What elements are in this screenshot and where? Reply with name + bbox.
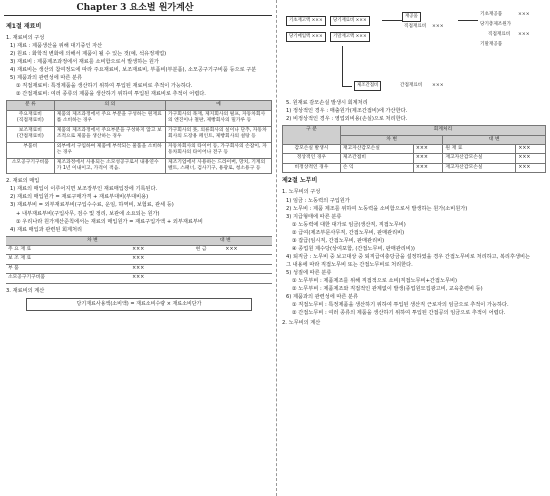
table-cell: ××× xyxy=(130,246,179,255)
table-cell: 감모손실 발생시 xyxy=(283,144,341,153)
diagram-label: 기말재공품 xyxy=(480,42,503,47)
table-cell: ××× xyxy=(130,264,179,273)
inventory-loss-table xyxy=(282,125,546,173)
subsection-heading: 2. 재료의 매입 xyxy=(6,178,40,185)
list-item: ① 우리나라 원가계산준칙에서는 재료의 매입원가 = 재료구입가액 + 외부재료부비 xyxy=(16,218,203,225)
diagram-value: ××× xyxy=(432,24,444,29)
subsection-heading: 1. 노무비의 구성 xyxy=(282,189,321,196)
section-heading: 제2절 노무비 xyxy=(282,177,318,185)
table-cell: 재고자산감모손실 xyxy=(443,154,516,163)
subsection-heading: 3. 재료비의 계산 xyxy=(6,287,45,294)
table-cell: 자동차회사의 타이어 등, 가구회사의 손잡이, 자동차회사의 타이어나 전구 등 xyxy=(165,142,271,158)
diagram-box: 재공품 xyxy=(402,12,421,22)
list-item: 1) 임금 : 노동력의 구입원가 xyxy=(286,197,350,204)
list-item: 2) 노무비 : 제품 제조를 위하여 노동력을 소비함으로서 발생하는 원가(소비원가) xyxy=(286,205,468,212)
table-row xyxy=(6,246,272,255)
list-item: 그 내용에 따라 직접노무비 또는 간접노무비로 처리한다. xyxy=(286,261,413,268)
table-cell: 부품비 xyxy=(7,142,55,158)
table-header: 예 xyxy=(165,101,271,110)
table-header: 구 분 xyxy=(283,126,341,145)
material-classification-table xyxy=(6,100,272,174)
table-cell: 손 익 xyxy=(340,163,413,172)
table-cell: ××× xyxy=(223,246,272,255)
list-item: 2) 재료의 매입원가 = 재료구매가격 + 재료부대비(부대비용) xyxy=(10,194,149,201)
table-cell: ××× xyxy=(516,144,546,153)
table-cell: 비정상적인 경우 xyxy=(283,163,341,172)
table-row xyxy=(7,142,272,158)
left-column xyxy=(6,20,272,496)
table-cell xyxy=(179,274,224,283)
list-item: ① 노무부비 : 제품제조를 위해 직접적으로 소비(직접노무비+간접노무비) xyxy=(292,277,457,284)
table-row xyxy=(6,264,272,273)
table-cell: 가구회사의 목재, 제지회사의 펄프, 자동차회사의 엔진이나 철판, 제빵회사의 밀가루 등 xyxy=(165,110,271,126)
page-title: Chapter 3 요소별 원가계산 xyxy=(76,3,194,13)
list-item: ① 직접노무비 : 특정제품을 생산하기 위하여 투입된 생산직 근로자의 임금으로 추적이 가능하다. xyxy=(292,301,509,308)
table-header: 분 류 xyxy=(7,101,55,110)
table-cell: ××× xyxy=(516,163,546,172)
table-cell: ××× xyxy=(516,154,546,163)
list-item: 3) 지급형태에 따른 분류 xyxy=(286,213,342,220)
labor-cost-list xyxy=(282,198,546,317)
list-item: 6) 제품과의 관련성에 따른 분류 xyxy=(286,293,359,300)
diagram-arrow xyxy=(458,20,478,21)
credit-header: 대 변 xyxy=(179,236,272,245)
diagram-label: 기초재공품 xyxy=(480,12,503,17)
table-row xyxy=(6,274,272,283)
table-cell: 보 조 재 료 xyxy=(6,255,130,264)
table-cell: 재고자산감모손실 xyxy=(443,163,516,172)
table-cell: 주요재료비 (직접재료비) xyxy=(7,110,55,126)
table-row xyxy=(283,154,546,163)
table-row xyxy=(7,110,272,126)
list-item: 3) 재료부비 = 외부재료부비(구입수수료, 운임, 하역비, 보험료, 관세 등) xyxy=(10,202,174,209)
diagram-box: 당기재료비 ××× xyxy=(330,16,370,26)
list-item: 5) 제품과의 관련성에 따른 분류 xyxy=(10,75,83,82)
table-cell: 소모공구기구비품 xyxy=(7,158,55,174)
table-cell: 가구회사의 못, 의류회사의 실이나 단추, 자동차회사의 도장용 페인트, 제빵회사의 설탕 등 xyxy=(165,126,271,142)
debit-header: 차 변 xyxy=(6,236,179,245)
diagram-box: 기초재고액 ××× xyxy=(286,16,326,26)
table-row xyxy=(283,163,546,172)
list-item: 2) 비정상적인 경우 : 영업외비용(손실)으로 처리한다. xyxy=(286,116,408,123)
list-item: + 내부재료부비(구입사무, 검수 및 정리, 보관에 소요되는 원가) xyxy=(16,210,160,217)
formula-box: 당기재료사용액(소비액) = 재료소비수량 × 재료소비단가 xyxy=(26,298,252,311)
diagram-box: 제조간접비 xyxy=(354,81,381,91)
diagram-arrow xyxy=(382,20,402,21)
credit-header: 대 변 xyxy=(443,135,546,144)
purchase-list xyxy=(6,186,272,233)
table-cell: 소모공구기구비품 xyxy=(6,274,130,283)
table-cell xyxy=(179,255,224,264)
purchase-entry-table xyxy=(6,236,272,284)
diagram-arrow xyxy=(342,86,352,87)
table-cell: 보조재료비 (간접재료비) xyxy=(7,126,55,142)
table-cell: 재고자산감모손실 xyxy=(340,144,413,153)
diagram-label: 직접재료비 xyxy=(488,32,511,37)
table-cell xyxy=(223,274,272,283)
material-cost-list xyxy=(6,43,272,98)
cost-flow-diagram xyxy=(282,6,546,98)
list-item: ③ 잡급(임시직, 간접노무비, 판매관리비) xyxy=(292,237,385,244)
list-item: 1) 재료의 매입이 이루어지면 보조장부인 재료매입장에 기록된다. xyxy=(10,186,158,193)
table-header: 의 의 xyxy=(54,101,165,110)
debit-header: 차 변 xyxy=(340,135,443,144)
list-item: ④ 종업원 제수당(상여포함, (간접노무비, 판매관리비)) xyxy=(292,245,415,252)
loss-treatment-list xyxy=(282,100,546,123)
table-cell xyxy=(223,255,272,264)
diagram-box: 기말재고액 ××× xyxy=(330,32,370,42)
diagram-value: ××× xyxy=(432,83,444,88)
list-item: 1) 정상적인 경우 : 매출원가(제조간접비)에 가산한다. xyxy=(286,108,408,115)
table-row xyxy=(7,126,272,142)
list-item: ① 노동력에 대한 대가로 임금(생산직, 직접노무비) xyxy=(292,221,406,228)
list-item: ② 간접재료비: 여러 종류의 제품을 생산하기 위하여 투입된 재료비로 추적이 어렵다. xyxy=(16,91,206,98)
table-row xyxy=(6,255,272,264)
list-item: 5) 성질에 따른 분류 xyxy=(286,269,332,276)
table-cell: 제조간접비 xyxy=(340,154,413,163)
table-cell: ××× xyxy=(413,154,443,163)
table-cell: 제품의 제조과정에서 주요 부분을 구성하는 원재료를 소비하는 경우 xyxy=(54,110,165,126)
diagram-label: 당기총제조원가 xyxy=(480,22,512,27)
table-cell xyxy=(223,264,272,273)
table-cell: ××× xyxy=(130,255,179,264)
table-row xyxy=(7,158,272,174)
table-cell: 원 재 료 xyxy=(443,144,516,153)
table-cell: 정상적인 경우 xyxy=(283,154,341,163)
subsection-heading: 2. 노무비의 계산 xyxy=(282,319,321,326)
diagram-box: 당기매입액 ××× xyxy=(286,32,326,42)
list-item: 3) 재료비 : 제품제조과정에서 재료를 소비함으로서 발생하는 원가 xyxy=(10,59,159,66)
diagram-label: 직접재료비 xyxy=(404,24,427,29)
diagram-value: ××× xyxy=(518,12,530,17)
table-cell: ××× xyxy=(130,274,179,283)
table-cell: 제조기업에서 사용하는 드라이버, 망치, 기계의 벨트, 스패너, 검사기구, 용광로, 청소용구 등 xyxy=(165,158,271,174)
list-item: ② 급여(제조부문사무직, 간접노무비, 판매관리비) xyxy=(292,229,405,236)
list-item: 4) 재료비는 생산의 참여정도에 따라 주요재료비, 보조재료비, 부품비(부분품), 소모공구기구비품 등으로 구분 xyxy=(10,67,257,74)
diagram-label: 간접재료비 xyxy=(400,83,423,88)
diagram-value: ××× xyxy=(518,32,530,37)
table-row xyxy=(283,144,546,153)
table-cell: ××× xyxy=(413,144,443,153)
table-cell xyxy=(179,264,224,273)
list-item: ② 간접노무비 : 여러 종류의 제품을 생산하기 위하여 투입된 간접공의 임금으로 추적이 어렵다. xyxy=(292,309,506,316)
table-cell: 외부에서 구입하여 제품에 부착되는 물품을 소비하는 경우 xyxy=(54,142,165,158)
list-item: 4) 재료 매입과 관련된 회계처리 xyxy=(10,226,83,233)
table-cell: 주 요 재 료 xyxy=(6,246,130,255)
table-cell: 부 품 xyxy=(6,264,130,273)
subsection-heading: 1. 재료비의 구성 xyxy=(6,35,45,42)
column-divider xyxy=(276,0,277,496)
list-item: ① 직접재료비: 특정제품을 생산하기 위하여 투입된 재료비로 추적이 가능하다. xyxy=(16,83,193,90)
list-item: 1) 재료 : 제품생산을 위해 대기중인 자산 xyxy=(10,43,103,50)
right-column xyxy=(282,6,546,494)
list-item: 2) 원료 : 화학적 변화에 의해서 제품이 될 수 있는 것(예, 석유정제업) xyxy=(10,51,167,58)
table-cell: ××× xyxy=(413,163,443,172)
table-cell: 현 금 xyxy=(179,246,224,255)
table-cell: 제조과정에서 사용되는 소모성공구로서 내용연수가 1년 이내이고, 가격이 적음. xyxy=(54,158,165,174)
table-header: 회계처리 xyxy=(340,126,545,135)
list-item: 5. 원재료 감모손실 발생시 회계처리 xyxy=(286,100,368,106)
section-heading: 제1절 재료비 xyxy=(6,23,42,30)
title-rule xyxy=(4,15,272,16)
list-item: ② 노무부비 : 제품제조와 직접적인 관계없이 발생(종업원모집광고비, 교육훈련비 등) xyxy=(292,285,483,292)
list-item: 4) 퇴직금 : 노무비 중 보고대상 중 퇴직급여충당금을 설정하였을 경우 간접노무비로 처리하고, 복리후생비는 xyxy=(286,253,530,260)
diagram-line xyxy=(342,46,343,86)
table-cell: 제품의 제조과정에서 주요부분을 구성하지 않고 보조적으로 제품을 생산하는 경우 xyxy=(54,126,165,142)
